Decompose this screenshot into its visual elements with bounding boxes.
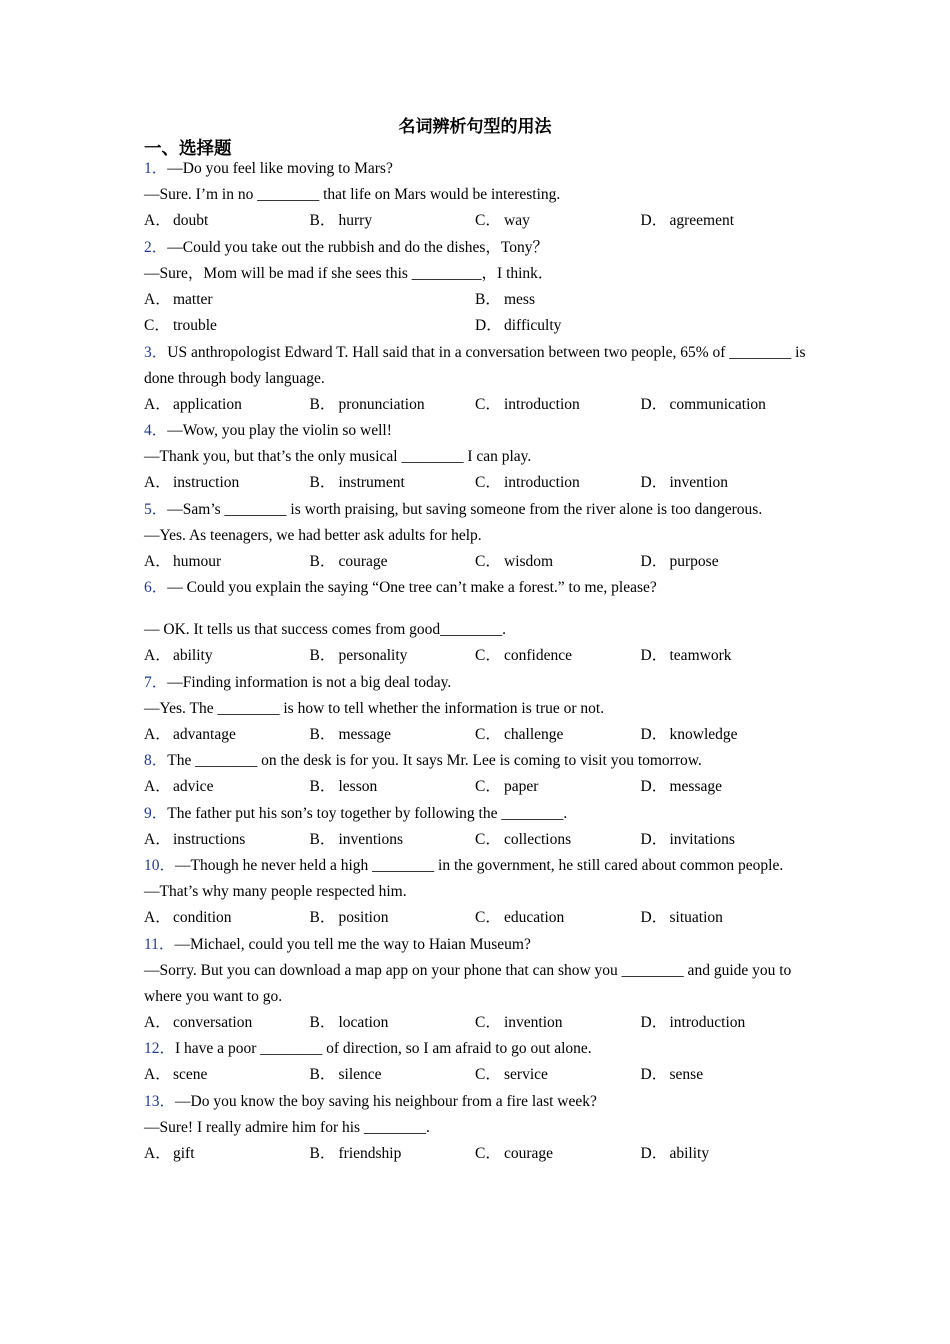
spacer — [144, 601, 806, 617]
option-letter: C． — [475, 778, 501, 795]
option-a — [144, 549, 310, 576]
answer-options — [144, 208, 806, 235]
question-number: 13． — [144, 1092, 176, 1110]
option-text: sense — [669, 1066, 704, 1083]
question-number: 3． — [144, 343, 168, 361]
question-text: —Sorry. But you can download a map app on your phone that can show you ________ and guide you to where you want to go. — [144, 961, 792, 1005]
question-stem — [144, 853, 806, 879]
option-text: message — [669, 778, 723, 795]
question-line — [144, 617, 806, 643]
option-a — [144, 1062, 310, 1089]
option-text: instrument — [338, 474, 405, 491]
option-text: courage — [504, 1144, 554, 1162]
option-b — [310, 722, 476, 749]
option-a — [144, 643, 310, 670]
question-text: —Yes. As teenagers, we had better ask adults for help. — [144, 526, 482, 544]
option-b — [310, 208, 476, 235]
option-text: invention — [669, 474, 729, 491]
option-text: challenge — [504, 725, 564, 743]
option-d — [641, 722, 807, 749]
option-c — [475, 643, 641, 670]
question-text: —Michael, could you tell me the way to Haian Museum? — [174, 935, 531, 953]
question-text: —Sure! I really admire him for his ________. — [144, 1118, 430, 1136]
option-text: teamwork — [669, 647, 732, 664]
option-letter: C． — [475, 212, 501, 229]
question-number: 12． — [144, 1040, 176, 1057]
question-number: 1． — [144, 160, 168, 177]
option-text: gift — [173, 1144, 195, 1162]
option-text: friendship — [338, 1144, 402, 1162]
option-letter: B． — [309, 725, 336, 743]
option-text: personality — [338, 647, 408, 664]
option-b — [310, 774, 476, 801]
question-text: —Finding information is not a big deal today. — [167, 673, 452, 691]
question-text: —Could you take out the rubbish and do the dishes，Tony？ — [167, 238, 549, 256]
question-6 — [144, 575, 806, 670]
option-a — [144, 392, 310, 419]
question-stem — [144, 575, 806, 601]
question-stem — [144, 801, 806, 827]
question-stem — [144, 156, 806, 182]
question-text: —Thank you, but that’s the only musical ________ I can play. — [144, 448, 532, 465]
option-text: invention — [504, 1013, 563, 1031]
option-letter: D． — [640, 778, 668, 795]
option-text: wisdom — [504, 552, 554, 570]
question-stem — [144, 235, 806, 261]
option-letter: D． — [475, 317, 502, 334]
option-letter: D． — [640, 212, 668, 229]
option-letter: D． — [640, 725, 668, 743]
option-c — [475, 827, 641, 854]
question-line — [144, 523, 806, 549]
question-stem — [144, 1089, 806, 1115]
option-letter: C． — [475, 395, 501, 413]
option-a — [144, 287, 475, 314]
option-letter: B． — [309, 474, 336, 491]
option-text: condition — [173, 909, 232, 926]
option-d — [641, 643, 807, 670]
question-text: —Sam’s ________ is worth praising, but saving someone from the river alone is too dangerous. — [167, 500, 763, 518]
option-text: collections — [504, 830, 572, 848]
option-c — [475, 208, 641, 235]
question-line — [144, 261, 806, 287]
answer-options — [144, 774, 806, 801]
option-text: advice — [173, 778, 214, 795]
option-text: silence — [338, 1066, 382, 1083]
option-letter: C． — [475, 725, 501, 743]
option-d — [641, 1010, 807, 1037]
option-letter: A． — [144, 1066, 171, 1083]
question-number: 9． — [144, 804, 168, 822]
question-3 — [144, 340, 806, 419]
answer-options — [144, 827, 806, 854]
option-letter: B． — [309, 395, 336, 413]
option-letter: A． — [144, 909, 171, 926]
option-b — [310, 643, 476, 670]
option-d — [641, 549, 807, 576]
option-letter: D． — [640, 395, 668, 413]
question-text: — Could you explain the saying “One tree can’t make a forest.” to me, please? — [167, 579, 657, 596]
question-number: 10． — [144, 857, 176, 874]
answer-options — [144, 722, 806, 749]
option-b — [310, 827, 476, 854]
question-line — [144, 1115, 806, 1141]
option-text: education — [504, 909, 565, 926]
option-d — [641, 827, 807, 854]
option-c — [475, 549, 641, 576]
option-text: invitations — [669, 830, 735, 848]
question-stem — [144, 418, 806, 444]
option-text: instructions — [173, 830, 246, 848]
option-letter: D． — [640, 1066, 668, 1083]
option-a — [144, 208, 310, 235]
option-text: paper — [504, 778, 539, 795]
option-text: matter — [173, 290, 213, 308]
document-title: 名词辨析句型的用法 — [398, 117, 552, 137]
question-text: The father put his son’s toy together by following the ________. — [167, 804, 568, 822]
question-5 — [144, 497, 806, 576]
option-letter: D． — [640, 647, 668, 664]
option-a — [144, 1141, 310, 1168]
option-text: situation — [669, 909, 723, 926]
question-text: —Do you know the boy saving his neighbour from a fire last week? — [175, 1092, 597, 1110]
option-a — [144, 1010, 310, 1037]
option-text: agreement — [669, 212, 735, 229]
option-letter: D． — [640, 830, 668, 848]
answer-options — [144, 549, 806, 576]
question-stem — [144, 748, 806, 774]
option-text: ability — [173, 647, 213, 664]
option-text: introduction — [504, 395, 580, 413]
option-letter: D． — [640, 552, 668, 570]
option-c — [475, 1062, 641, 1089]
option-b — [310, 1141, 476, 1168]
option-letter: B． — [309, 1013, 336, 1031]
option-text: way — [504, 212, 530, 229]
question-11 — [144, 932, 806, 1037]
question-text: —Though he never held a high ________ in the government, he still cared about common people. — [175, 857, 784, 874]
option-a — [144, 774, 310, 801]
question-13 — [144, 1089, 806, 1168]
option-letter: D． — [640, 1013, 668, 1031]
question-text: —Yes. The ________ is how to tell whether the information is true or not. — [144, 699, 605, 717]
question-line — [144, 958, 806, 1010]
option-text: courage — [338, 552, 388, 570]
question-text: —Do you feel like moving to Mars? — [167, 160, 393, 177]
option-text: doubt — [173, 212, 209, 229]
option-text: communication — [669, 395, 766, 413]
option-a — [144, 470, 310, 497]
option-letter: C． — [475, 552, 501, 570]
option-text: application — [173, 395, 242, 413]
answer-options — [144, 905, 806, 932]
option-letter: B． — [309, 552, 336, 570]
option-letter: A． — [144, 647, 171, 664]
question-number: 8． — [144, 752, 168, 769]
question-stem — [144, 497, 806, 523]
option-letter: A． — [144, 1144, 171, 1162]
option-d — [641, 392, 807, 419]
option-c — [475, 1010, 641, 1037]
question-number: 4． — [144, 422, 168, 439]
option-d — [641, 905, 807, 932]
question-7 — [144, 670, 806, 749]
option-d — [641, 1062, 807, 1089]
question-line — [144, 879, 806, 905]
answer-options — [144, 470, 806, 497]
section-heading: 一、选择题 — [144, 139, 232, 159]
answer-options — [144, 1062, 806, 1089]
option-b — [475, 287, 806, 314]
question-9 — [144, 801, 806, 854]
question-number: 11． — [144, 935, 175, 953]
option-c — [475, 774, 641, 801]
option-text: scene — [173, 1066, 208, 1083]
question-12 — [144, 1036, 806, 1089]
option-letter: B． — [309, 1144, 336, 1162]
option-letter: C． — [475, 1144, 501, 1162]
option-text: advantage — [173, 725, 236, 743]
option-letter: C． — [144, 317, 170, 334]
question-number: 5． — [144, 500, 168, 518]
option-letter: A． — [144, 778, 171, 795]
option-letter: A． — [144, 395, 171, 413]
option-text: ability — [669, 1144, 710, 1162]
option-a — [144, 827, 310, 854]
option-d — [641, 1141, 807, 1168]
option-letter: C． — [475, 830, 501, 848]
question-number: 2． — [144, 238, 168, 256]
question-stem — [144, 670, 806, 696]
question-text: —Sure. I’m in no ________ that life on Mars would be interesting. — [144, 186, 561, 203]
option-letter: B． — [309, 830, 336, 848]
question-text: —That’s why many people respected him. — [144, 883, 407, 900]
option-letter: D． — [640, 1144, 668, 1162]
option-letter: A． — [144, 1013, 171, 1031]
option-text: mess — [504, 290, 535, 308]
option-text: knowledge — [669, 725, 738, 743]
option-text: message — [338, 725, 392, 743]
option-letter: B． — [475, 290, 501, 308]
option-c — [475, 722, 641, 749]
option-text: lesson — [338, 778, 378, 795]
option-text: introduction — [669, 1013, 746, 1031]
option-b — [310, 1010, 476, 1037]
option-text: conversation — [173, 1013, 253, 1031]
option-letter: A． — [144, 725, 171, 743]
option-b — [310, 549, 476, 576]
option-c — [475, 392, 641, 419]
option-letter: C． — [475, 647, 501, 664]
option-letter: C． — [475, 474, 501, 491]
option-text: pronunciation — [338, 395, 425, 413]
option-b — [310, 905, 476, 932]
option-b — [310, 470, 476, 497]
option-letter: B． — [309, 909, 336, 926]
option-letter: B． — [309, 647, 336, 664]
question-text: — OK. It tells us that success comes from good________. — [144, 621, 507, 638]
question-number: 6． — [144, 579, 168, 596]
option-letter: B． — [309, 212, 336, 229]
question-text: The ________ on the desk is for you. It says Mr. Lee is coming to visit you tomorrow. — [167, 752, 702, 769]
question-text: —Sure，Mom will be mad if she sees this _________，I think． — [144, 264, 554, 282]
answer-options — [144, 643, 806, 670]
option-letter: D． — [640, 909, 668, 926]
option-text: purpose — [669, 552, 719, 570]
option-d — [641, 208, 807, 235]
option-letter: B． — [309, 1066, 336, 1083]
option-text: service — [504, 1066, 548, 1083]
option-letter: A． — [144, 212, 171, 229]
question-line — [144, 182, 806, 208]
question-number: 7． — [144, 673, 168, 691]
option-letter: C． — [475, 909, 501, 926]
option-text: humour — [173, 552, 222, 570]
option-text: hurry — [338, 212, 373, 229]
answer-options — [144, 1010, 806, 1037]
question-list — [144, 156, 806, 1167]
option-letter: C． — [475, 1013, 501, 1031]
option-b — [310, 392, 476, 419]
option-c — [475, 470, 641, 497]
option-letter: A． — [144, 290, 171, 308]
question-text: —Wow, you play the violin so well! — [167, 422, 392, 439]
option-letter: A． — [144, 830, 171, 848]
option-c — [144, 313, 475, 340]
option-d — [475, 313, 806, 340]
option-text: trouble — [173, 317, 217, 334]
question-1 — [144, 156, 806, 235]
option-letter: B． — [309, 778, 336, 795]
answer-options — [144, 1141, 806, 1168]
option-d — [641, 470, 807, 497]
option-a — [144, 905, 310, 932]
question-stem — [144, 1036, 806, 1062]
option-text: introduction — [504, 474, 580, 491]
answer-options — [144, 287, 806, 340]
option-a — [144, 722, 310, 749]
question-stem — [144, 340, 806, 392]
option-c — [475, 1141, 641, 1168]
question-line — [144, 444, 806, 470]
question-10 — [144, 853, 806, 932]
option-letter: A． — [144, 474, 171, 491]
option-d — [641, 774, 807, 801]
option-text: confidence — [504, 647, 572, 664]
option-b — [310, 1062, 476, 1089]
option-text: instruction — [173, 474, 240, 491]
answer-options — [144, 392, 806, 419]
option-letter: D． — [640, 474, 668, 491]
question-2 — [144, 235, 806, 340]
option-c — [475, 905, 641, 932]
option-text: position — [338, 909, 389, 926]
question-line — [144, 696, 806, 722]
option-text: inventions — [338, 830, 404, 848]
question-text: I have a poor ________ of direction, so I am afraid to go out alone. — [175, 1040, 592, 1057]
option-text: location — [338, 1013, 389, 1031]
option-text: difficulty — [504, 317, 562, 334]
question-4 — [144, 418, 806, 497]
option-letter: A． — [144, 552, 171, 570]
option-letter: C． — [475, 1066, 501, 1083]
question-8 — [144, 748, 806, 801]
question-text: US anthropologist Edward T. Hall said that in a conversation between two people, 65% of ________ is done through body language. — [144, 343, 806, 387]
question-stem — [144, 932, 806, 958]
